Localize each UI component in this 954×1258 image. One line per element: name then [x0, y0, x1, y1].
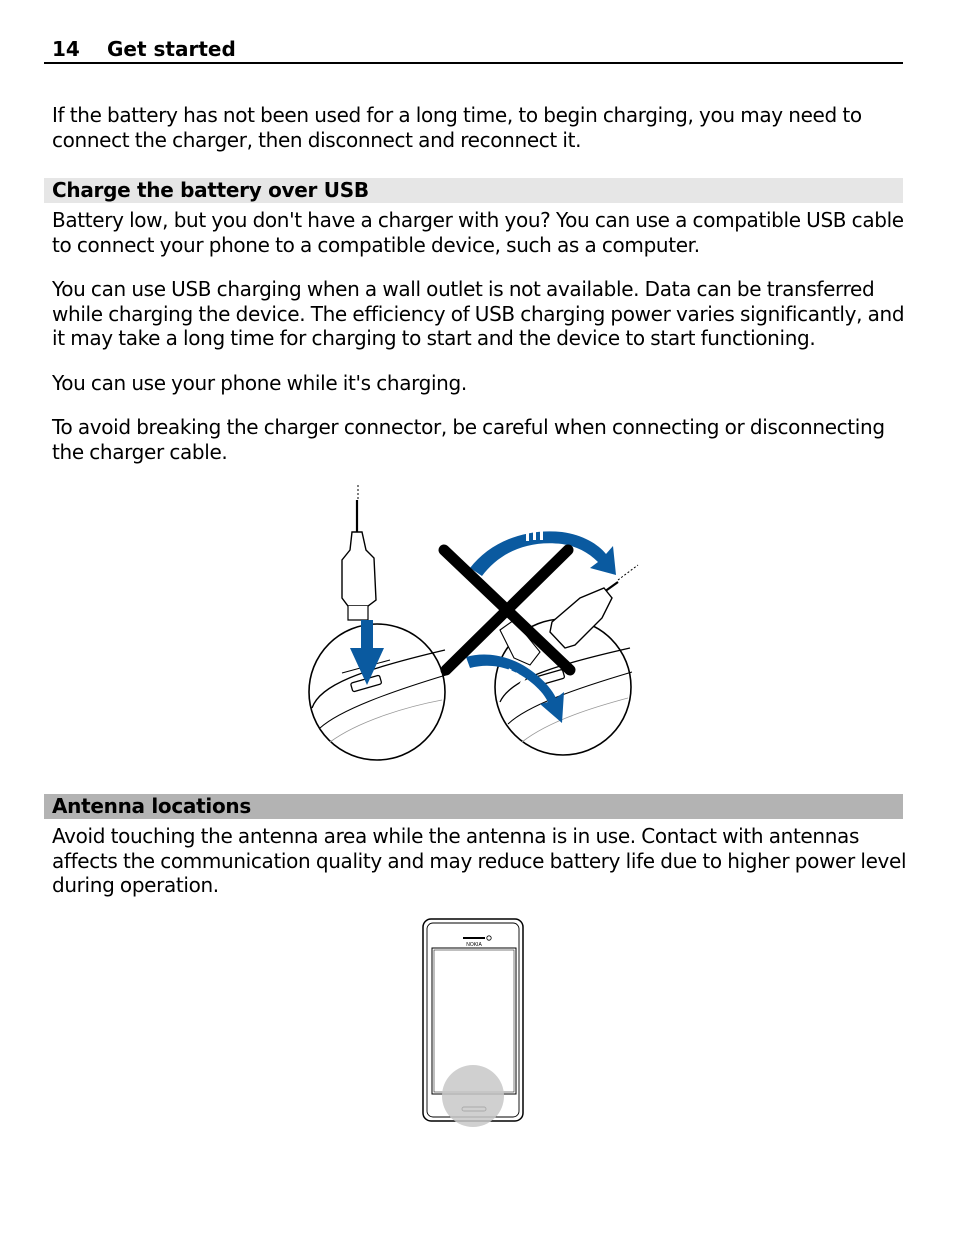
usb-paragraph-3: You can use your phone while it's charging. [52, 371, 467, 395]
intro-paragraph: If the battery has not been used for a long time, to begin charging, you may need to connect the charger, then disconnect and reconnect it. [52, 103, 862, 152]
antenna-area-marker [442, 1065, 504, 1127]
section-heading-antenna: Antenna locations [44, 794, 903, 819]
correct-insertion-illustration [309, 485, 446, 760]
phone-antenna-illustration [418, 915, 530, 1130]
page-number: 14 [52, 37, 80, 61]
page-header [44, 36, 903, 64]
charger-connection-illustration [300, 480, 645, 770]
nokia-logo: NOKIA [466, 942, 482, 948]
earpiece [463, 937, 485, 939]
usb-paragraph-1: Battery low, but you don't have a charger with you? You can use a compatible USB cable to connect your phone to a compatible device, such as a computer. [52, 208, 904, 257]
usb-paragraph-2: You can use USB charging when a wall outlet is not available. Data can be transferred while charging the device. The efficiency of USB charging power varies significantly, and it may take a long time for charging to start and the device to start functioning. [52, 277, 905, 350]
antenna-paragraph-1: Avoid touching the antenna area while the antenna is in use. Contact with antennas affects the communication quality and may reduce battery life due to higher power level during operation. [52, 824, 907, 897]
section-heading-usb: Charge the battery over USB [44, 178, 903, 203]
usb-paragraph-4: To avoid breaking the charger connector, be careful when connecting or disconnecting the charger cable. [52, 415, 885, 464]
chapter-title: Get started [107, 37, 236, 61]
incorrect-insertion-illustration [444, 529, 638, 755]
